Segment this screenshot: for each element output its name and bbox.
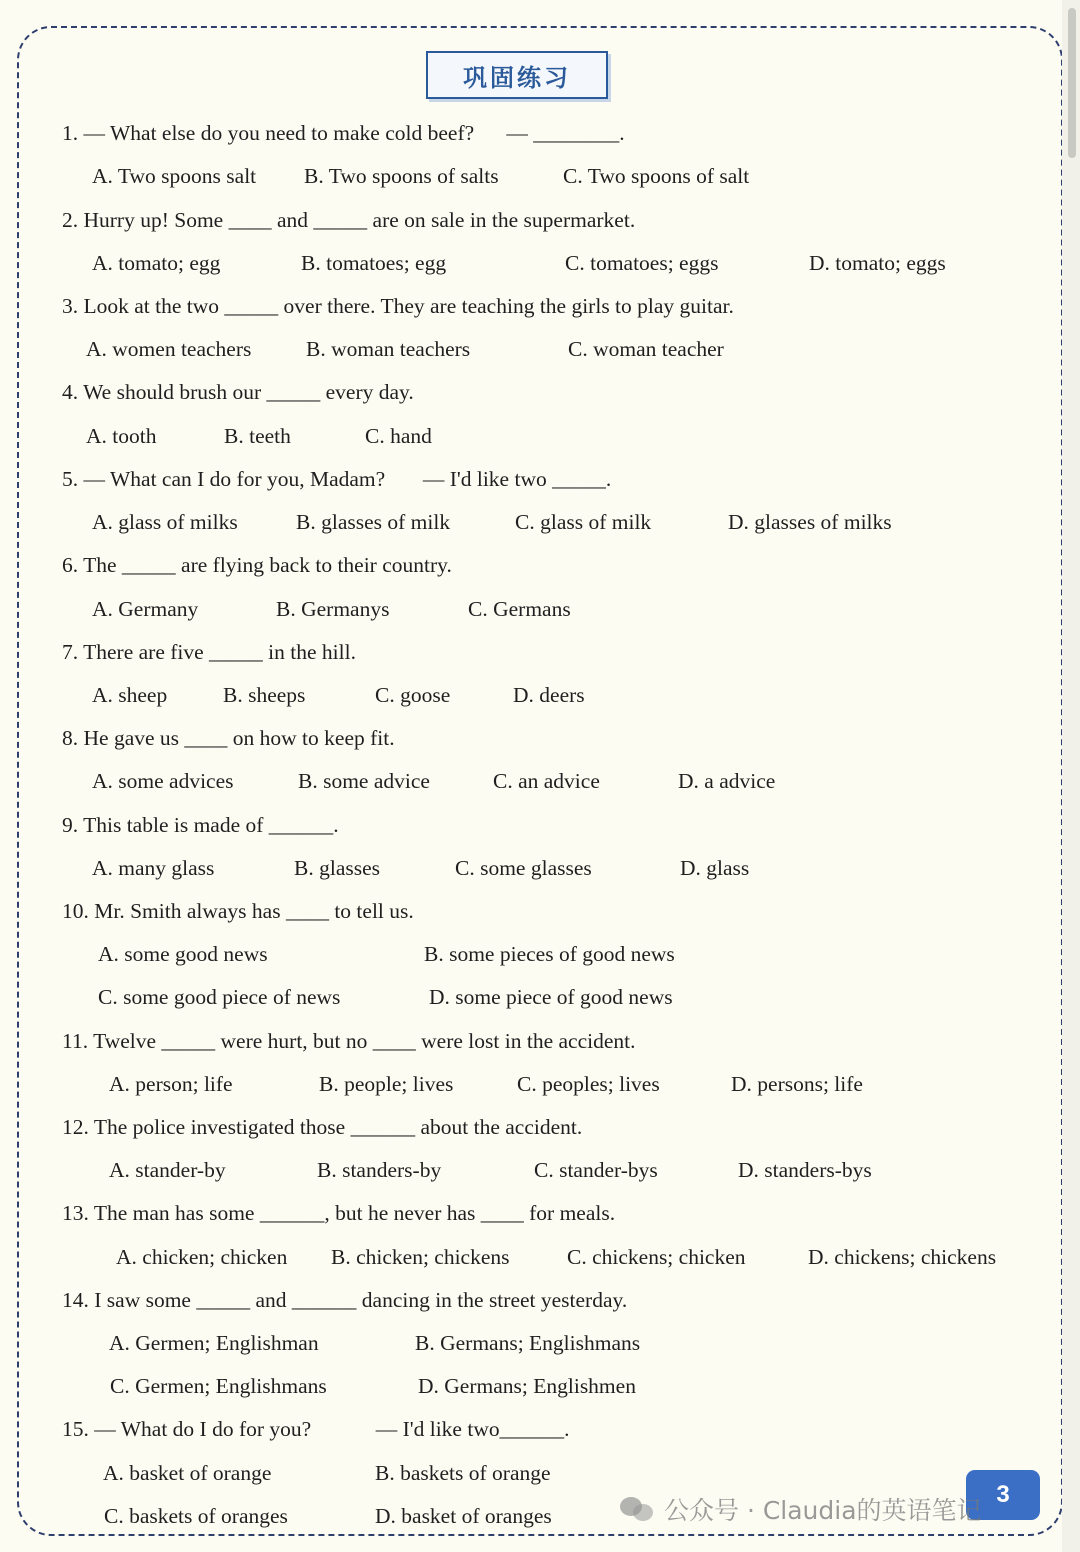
question-stem: 2. Hurry up! Some ____ and _____ are on sale in the supermarket. bbox=[62, 208, 636, 232]
question-stem: 13. The man has some ______, but he never has ____ for meals. bbox=[62, 1201, 616, 1225]
option: D. tomato; eggs bbox=[809, 251, 946, 275]
option: C. stander-bys bbox=[534, 1158, 658, 1182]
option: B. people; lives bbox=[319, 1072, 454, 1096]
question-stem: 4. We should brush our _____ every day. bbox=[62, 380, 414, 404]
option: D. glasses of milks bbox=[728, 510, 892, 534]
option: A. some good news bbox=[98, 942, 268, 966]
option: B. some advice bbox=[298, 769, 430, 793]
option: B. Germans; Englishmans bbox=[415, 1331, 641, 1355]
section-title: 巩固练习 bbox=[463, 63, 571, 92]
option: C. chickens; chicken bbox=[567, 1245, 746, 1269]
option: C. Germans bbox=[468, 597, 571, 621]
option: C. Germen; Englishmans bbox=[110, 1374, 327, 1398]
option: C. some glasses bbox=[455, 856, 592, 880]
option: A. Germany bbox=[92, 597, 199, 621]
question-stem: 9. This table is made of ______. bbox=[62, 813, 339, 837]
scrollbar[interactable] bbox=[1062, 0, 1080, 1552]
option: A. basket of orange bbox=[103, 1461, 272, 1485]
scrollbar-thumb[interactable] bbox=[1068, 8, 1076, 158]
question-stem: 12. The police investigated those ______ about the accident. bbox=[62, 1115, 583, 1139]
option: C. goose bbox=[375, 683, 451, 707]
question-stem: 5. — What can I do for you, Madam? — I'd like two _____. bbox=[62, 467, 612, 491]
option: C. glass of milk bbox=[515, 510, 652, 534]
option: C. peoples; lives bbox=[517, 1072, 660, 1096]
option: C. some good piece of news bbox=[98, 985, 341, 1009]
option: A. chicken; chicken bbox=[116, 1245, 288, 1269]
option: C. woman teacher bbox=[568, 337, 724, 361]
question-stem: 11. Twelve _____ were hurt, but no ____ were lost in the accident. bbox=[62, 1029, 636, 1053]
option: A. person; life bbox=[109, 1072, 233, 1096]
option: B. baskets of orange bbox=[375, 1461, 551, 1485]
option: C. tomatoes; eggs bbox=[565, 251, 719, 275]
question-stem: 14. I saw some _____ and ______ dancing in the street yesterday. bbox=[62, 1288, 628, 1312]
option: A. tooth bbox=[86, 424, 157, 448]
question-stem: 6. The _____ are flying back to their country. bbox=[62, 553, 452, 577]
option: B. sheeps bbox=[223, 683, 306, 707]
option: D. standers-bys bbox=[738, 1158, 872, 1182]
option: D. persons; life bbox=[731, 1072, 863, 1096]
option: C. an advice bbox=[493, 769, 600, 793]
question-stem: 10. Mr. Smith always has ____ to tell us. bbox=[62, 899, 414, 923]
option: A. many glass bbox=[92, 856, 215, 880]
option: B. chicken; chickens bbox=[331, 1245, 510, 1269]
option: D. a advice bbox=[678, 769, 776, 793]
wechat-icon bbox=[620, 1495, 656, 1523]
option: B. woman teachers bbox=[306, 337, 471, 361]
option: D. deers bbox=[513, 683, 585, 707]
option: B. standers-by bbox=[317, 1158, 442, 1182]
option: A. sheep bbox=[92, 683, 168, 707]
question-stem: 8. He gave us ____ on how to keep fit. bbox=[62, 726, 395, 750]
option: A. women teachers bbox=[86, 337, 252, 361]
option: B. some pieces of good news bbox=[424, 942, 675, 966]
option: C. Two spoons of salt bbox=[563, 164, 750, 188]
option: A. tomato; egg bbox=[92, 251, 221, 275]
watermark-text: 公众号 · Claudia的英语笔记 bbox=[664, 1496, 982, 1525]
option: B. teeth bbox=[224, 424, 291, 448]
option: B. glasses bbox=[294, 856, 380, 880]
option: B. Germanys bbox=[276, 597, 390, 621]
option: A. stander-by bbox=[109, 1158, 226, 1182]
question-stem: 7. There are five _____ in the hill. bbox=[62, 640, 356, 664]
question-stem: 15. — What do I do for you? — I'd like two______. bbox=[62, 1417, 570, 1441]
watermark bbox=[620, 1492, 982, 1526]
page-number: 3 bbox=[996, 1481, 1010, 1508]
question-stem: 3. Look at the two _____ over there. They are teaching the girls to play guitar. bbox=[62, 294, 734, 318]
option: A. Two spoons salt bbox=[92, 164, 257, 188]
option: D. basket of oranges bbox=[375, 1504, 552, 1528]
option: D. some piece of good news bbox=[429, 985, 673, 1009]
option: C. baskets of oranges bbox=[104, 1504, 288, 1528]
option: C. hand bbox=[365, 424, 432, 448]
option: D. Germans; Englishmen bbox=[418, 1374, 636, 1398]
option: B. glasses of milk bbox=[296, 510, 451, 534]
option: D. glass bbox=[680, 856, 750, 880]
option: A. some advices bbox=[92, 769, 234, 793]
option: B. Two spoons of salts bbox=[304, 164, 499, 188]
option: A. glass of milks bbox=[92, 510, 238, 534]
option: D. chickens; chickens bbox=[808, 1245, 997, 1269]
question-stem: 1. — What else do you need to make cold beef? — ________. bbox=[62, 121, 625, 145]
option: A. Germen; Englishman bbox=[109, 1331, 319, 1355]
option: B. tomatoes; egg bbox=[301, 251, 447, 275]
